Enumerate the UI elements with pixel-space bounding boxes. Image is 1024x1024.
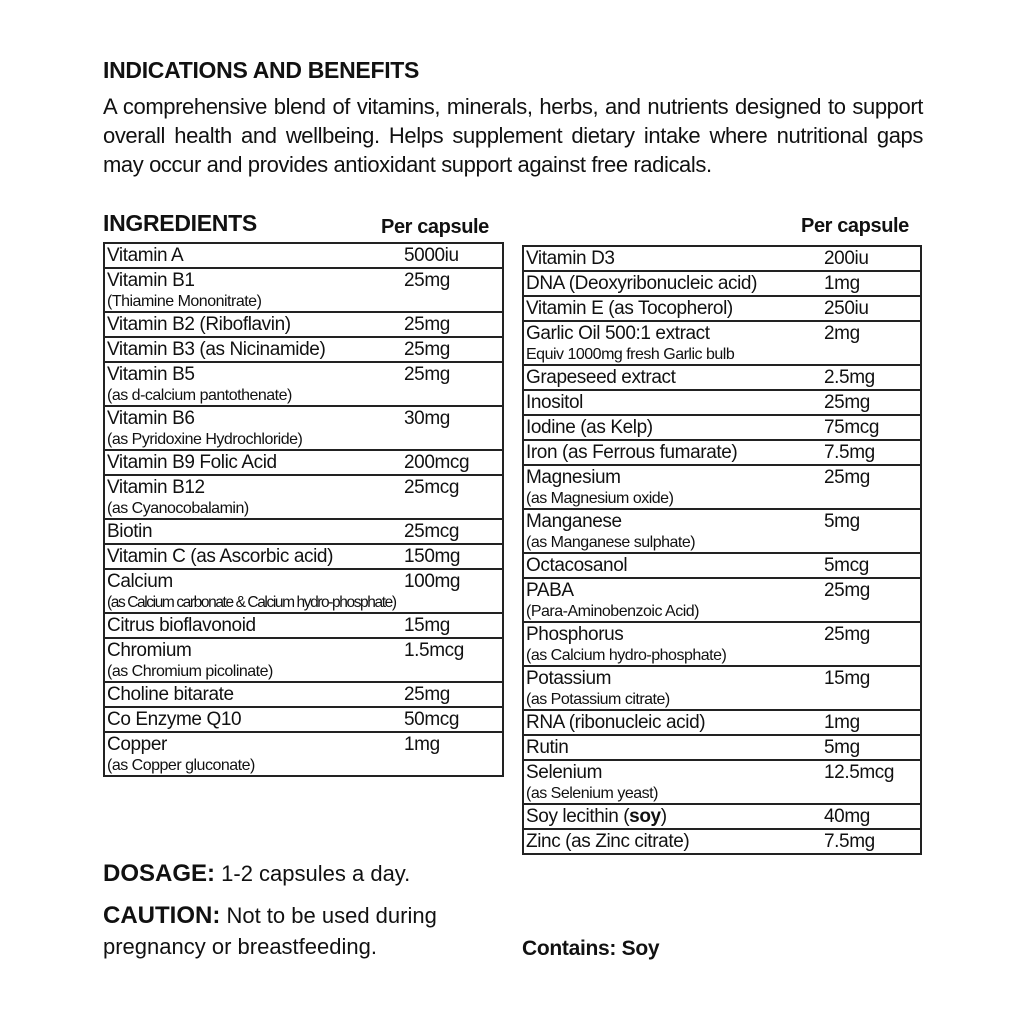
ingredient-source: (as d-calcium pantothenate) (107, 387, 292, 404)
ingredient-amount: 5mg (822, 509, 921, 553)
ingredient-label: Vitamin B12 (107, 477, 205, 498)
ingredient-amount: 75mcg (822, 415, 921, 440)
ingredient-amount: 7.5mg (822, 829, 921, 854)
ingredient-name (523, 509, 822, 553)
ingredient-name (104, 707, 402, 732)
ingredient-amount: 15mg (402, 613, 503, 638)
ingredients-title: INGREDIENTS (103, 210, 257, 236)
ingredient-name (523, 710, 822, 735)
table-row (104, 475, 503, 519)
ingredient-amount: 25mcg (402, 519, 503, 544)
ingredient-amount: 1mg (822, 710, 921, 735)
ingredient-amount: 40mg (822, 804, 921, 829)
ingredient-name (523, 296, 822, 321)
ingredient-label: Vitamin B9 Folic Acid (107, 452, 277, 473)
ingredient-name (104, 243, 402, 268)
ingredient-label: Calcium (107, 571, 173, 592)
ingredients-table-left (103, 242, 504, 777)
table-row (523, 321, 921, 365)
ingredient-label: Vitamin B2 (Riboflavin) (107, 314, 291, 335)
table-row (523, 509, 921, 553)
ingredient-source: (as Cyanocobalamin) (107, 500, 249, 517)
caution-text: Not to be used during pregnancy or breastfeeding. (103, 903, 437, 959)
ingredient-source: (as Calcium carbonate & Calcium hydro-phosphate) (107, 594, 396, 611)
ingredient-amount: 1.5mcg (402, 638, 503, 682)
table-row (104, 312, 503, 337)
ingredient-amount: 25mg (822, 622, 921, 666)
ingredient-label: Grapeseed extract (526, 367, 676, 388)
ingredient-label: Vitamin E (as Tocopherol) (526, 298, 733, 319)
ingredient-label: Magnesium (526, 467, 621, 488)
table-row (104, 406, 503, 450)
table-row (104, 638, 503, 682)
ingredient-name (104, 544, 402, 569)
ingredient-name (523, 760, 822, 804)
ingredient-name (104, 337, 402, 362)
ingredient-label-tail: ) (660, 806, 667, 827)
ingredient-amount: 2.5mg (822, 365, 921, 390)
ingredient-amount: 25mg (822, 390, 921, 415)
ingredient-amount: 100mg (402, 569, 503, 613)
ingredient-label: Copper (107, 734, 167, 755)
ingredient-label: Chromium (107, 640, 192, 661)
ingredient-name (104, 682, 402, 707)
ingredient-name (523, 622, 822, 666)
table-row (523, 271, 921, 296)
ingredient-amount: 25mg (402, 362, 503, 406)
ingredient-amount: 5mcg (822, 553, 921, 578)
ingredient-amount: 25mcg (402, 475, 503, 519)
ingredient-amount: 1mg (822, 271, 921, 296)
dosage-label: DOSAGE: (103, 860, 216, 887)
ingredient-label: Iodine (as Kelp) (526, 417, 653, 438)
ingredient-source: (Para-Aminobenzoic Acid) (526, 603, 699, 620)
table-row (523, 578, 921, 622)
ingredient-amount: 5mg (822, 735, 921, 760)
ingredient-label: Octacosanol (526, 555, 628, 576)
ingredient-name (104, 613, 402, 638)
ingredient-name (523, 415, 822, 440)
ingredient-name (523, 271, 822, 296)
ingredient-label: PABA (526, 580, 574, 601)
indications-text: A comprehensive blend of vitamins, minerals, herbs, and nutrients designed to support overall health and wellbeing. Helps supplement dietary intake where nutritional gaps may occur and provides antioxidant support against free radicals. (103, 94, 923, 177)
ingredient-label: DNA (Deoxyribonucleic acid) (526, 273, 758, 294)
ingredient-label: Co Enzyme Q10 (107, 709, 242, 730)
ingredient-label: Choline bitarate (107, 684, 234, 705)
ingredient-label: Selenium (526, 762, 603, 783)
ingredient-name (104, 569, 402, 613)
ingredient-source: (as Potassium citrate) (526, 691, 670, 708)
table-row (523, 760, 921, 804)
ingredient-name (523, 829, 822, 854)
ingredient-label: Vitamin A (107, 245, 184, 266)
dosage-text: 1-2 capsules a day. (221, 861, 411, 886)
ingredient-source: (as Magnesium oxide) (526, 490, 674, 507)
table-row (104, 243, 503, 268)
table-row (523, 296, 921, 321)
ingredient-label: Biotin (107, 521, 153, 542)
ingredient-label: Inositol (526, 392, 584, 413)
ingredient-amount: 7.5mg (822, 440, 921, 465)
table-row (523, 440, 921, 465)
ingredient-amount: 1mg (402, 732, 503, 776)
table-row (523, 365, 921, 390)
table-row (523, 804, 921, 829)
table-row (104, 362, 503, 406)
ingredient-amount: 150mg (402, 544, 503, 569)
ingredient-name (523, 666, 822, 710)
ingredient-amount: 12.5mcg (822, 760, 921, 804)
ingredient-amount: 250iu (822, 296, 921, 321)
table-row (104, 450, 503, 475)
dosage (103, 860, 410, 888)
table-row (104, 707, 503, 732)
ingredient-source: (as Pyridoxine Hydrochloride) (107, 431, 303, 448)
ingredient-name (104, 268, 402, 312)
ingredient-label: Vitamin D3 (526, 248, 615, 269)
table-row (104, 569, 503, 613)
ingredient-amount: 25mg (402, 268, 503, 312)
ingredient-name (523, 578, 822, 622)
ingredient-name (104, 450, 402, 475)
ingredient-amount: 30mg (402, 406, 503, 450)
caution-label: CAUTION: (103, 902, 221, 929)
ingredient-name (523, 440, 822, 465)
ingredient-name (523, 365, 822, 390)
table-row (523, 553, 921, 578)
ingredient-amount: 50mcg (402, 707, 503, 732)
ingredient-source: (as Copper gluconate) (107, 757, 255, 774)
indications-title: INDICATIONS AND BENEFITS (103, 57, 420, 83)
table-row (523, 390, 921, 415)
table-row (523, 465, 921, 509)
table-row (104, 519, 503, 544)
ingredient-name (523, 390, 822, 415)
ingredient-label: Soy lecithin ( (526, 806, 630, 827)
ingredient-source: (as Calcium hydro-phosphate) (526, 647, 727, 664)
table-row (104, 682, 503, 707)
table-row (104, 544, 503, 569)
ingredient-amount: 25mg (402, 682, 503, 707)
ingredient-name (104, 312, 402, 337)
ingredient-label: Potassium (526, 668, 612, 689)
table-row (104, 337, 503, 362)
ingredient-source: (as Selenium yeast) (526, 785, 658, 802)
ingredient-label: Iron (as Ferrous fumarate) (526, 442, 738, 463)
allergen-highlight: soy (629, 806, 661, 827)
ingredient-name (523, 804, 822, 829)
ingredient-label: RNA (ribonucleic acid) (526, 712, 706, 733)
ingredient-label: Vitamin B6 (107, 408, 195, 429)
table-row (104, 268, 503, 312)
table-row (104, 613, 503, 638)
ingredient-source: Equiv 1000mg fresh Garlic bulb (526, 346, 735, 363)
table-row (523, 829, 921, 854)
ingredient-source: (Thiamine Mononitrate) (107, 293, 262, 310)
ingredient-amount: 25mg (822, 465, 921, 509)
table-row (523, 735, 921, 760)
table-row (104, 732, 503, 776)
ingredient-label: Vitamin B5 (107, 364, 195, 385)
ingredient-label: Citrus bioflavonoid (107, 615, 256, 636)
ingredient-label: Zinc (as Zinc citrate) (526, 831, 690, 852)
ingredient-source: (as Chromium picolinate) (107, 663, 273, 680)
table-row (523, 415, 921, 440)
ingredient-label: Phosphorus (526, 624, 624, 645)
ingredient-name (104, 362, 402, 406)
table-row (523, 710, 921, 735)
ingredient-label: Manganese (526, 511, 622, 532)
ingredient-label: Garlic Oil 500:1 extract (526, 323, 710, 344)
ingredient-amount: 25mg (822, 578, 921, 622)
table-row (523, 666, 921, 710)
caution (103, 900, 483, 962)
ingredient-name (523, 321, 822, 365)
ingredient-label: Vitamin C (as Ascorbic acid) (107, 546, 334, 567)
ingredient-amount: 200iu (822, 246, 921, 271)
ingredient-name (104, 732, 402, 776)
ingredient-amount: 15mg (822, 666, 921, 710)
ingredient-amount: 2mg (822, 321, 921, 365)
table-row (523, 622, 921, 666)
ingredient-label: Vitamin B3 (as Nicinamide) (107, 339, 326, 360)
ingredient-name (104, 406, 402, 450)
per-capsule-header-right: Per capsule (801, 215, 909, 237)
ingredient-label: Rutin (526, 737, 569, 758)
ingredient-name (523, 246, 822, 271)
ingredient-name (523, 553, 822, 578)
allergen-statement: Contains: Soy (522, 937, 660, 960)
ingredient-name (104, 475, 402, 519)
ingredient-source: (as Manganese sulphate) (526, 534, 696, 551)
ingredient-amount: 25mg (402, 312, 503, 337)
ingredient-name (523, 735, 822, 760)
ingredient-name (104, 519, 402, 544)
ingredients-table-right (522, 245, 922, 855)
ingredient-name (523, 465, 822, 509)
ingredient-label: Vitamin B1 (107, 270, 195, 291)
ingredient-name (104, 638, 402, 682)
per-capsule-header-left: Per capsule (381, 216, 489, 238)
ingredient-amount: 5000iu (402, 243, 503, 268)
table-row (523, 246, 921, 271)
ingredient-amount: 200mcg (402, 450, 503, 475)
ingredient-amount: 25mg (402, 337, 503, 362)
